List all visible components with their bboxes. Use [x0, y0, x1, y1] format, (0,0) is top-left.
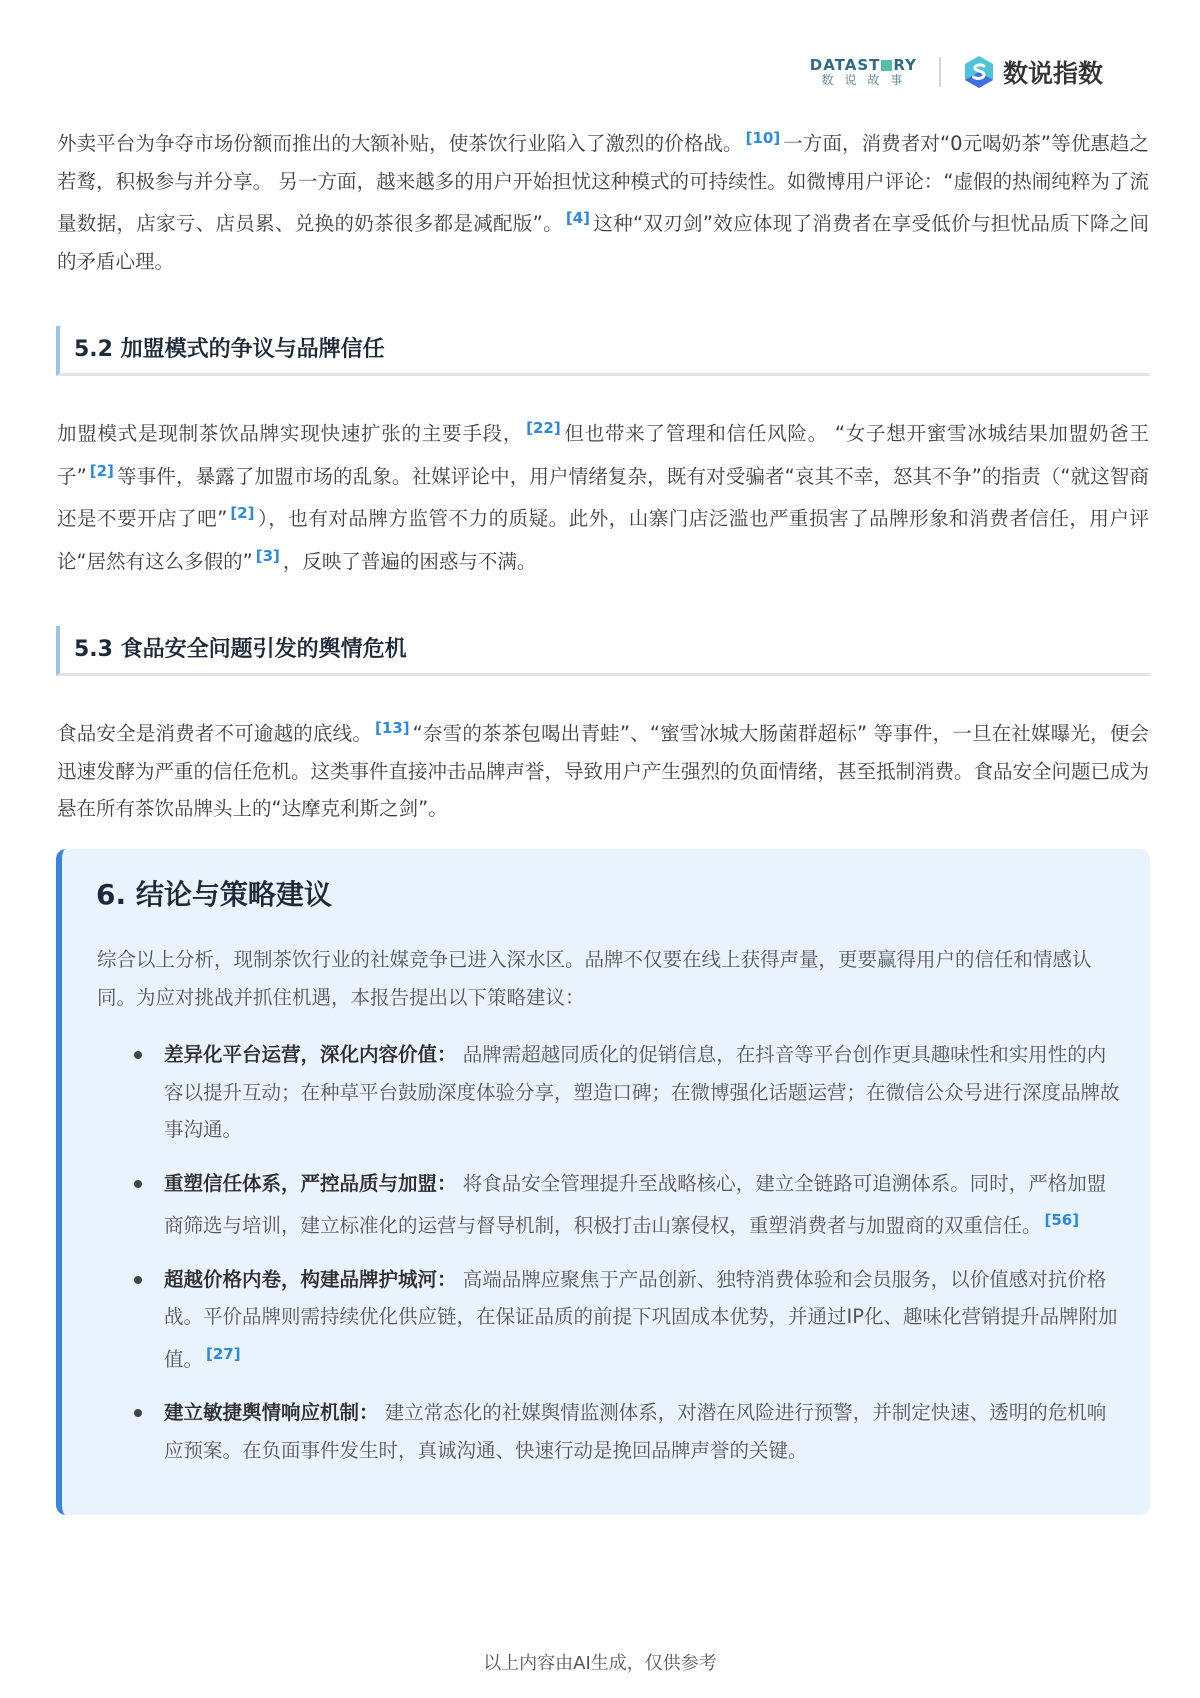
ai-disclaimer: 以上内容由AI生成，仅供参考 — [483, 1653, 717, 1674]
strategy-body: 品牌需超越同质化的促销信息，在抖音等平台创作更具趣味性和实用性的内容以提升互动；在种草平台鼓励深度体验分享，塑造口碑；在微博强化话题运营；在微信公众号进行深度品牌故事沟通。 — [164, 1043, 1120, 1141]
citation-link[interactable]: [56] — [1044, 1211, 1080, 1229]
bullet-icon — [134, 1180, 142, 1188]
strategy-item — [132, 1165, 1122, 1245]
strategy-body: 将食品安全管理提升至战略核心，建立全链路可追溯体系。同时，严格加盟商筛选与培训，建立标准化的运营与督导机制，积极打击山寨侵权，重塑消费者与加盟商的双重信任。 — [164, 1171, 1107, 1237]
datastory-logo-cn: 数说故事 — [821, 73, 914, 87]
citation-link[interactable]: [22] — [526, 419, 561, 437]
citation-link[interactable]: [4] — [565, 209, 591, 227]
conclusion-intro: 综合以上分析，现制茶饮行业的社媒竞争已进入深水区。品牌不仅要在线上获得声量，更要赢得用户的信任和情感认同。为应对挑战并抓住机遇，本报告提出以下策略建议： — [97, 948, 1092, 1009]
citation-link[interactable]: [2] — [230, 504, 255, 522]
section-heading-5-3 — [56, 626, 1150, 676]
section-paragraph: 食品安全是消费者不可逾越的底线。 [13] “奈雪的茶茶包喝出青蛙”、“蜜雪冰城大肠菌群超标” 等事件，一旦在社媒曝光，便会迅速发酵为严重的信任危机。这类事件直接冲击品牌声誉，导致用户产生强烈的负面情绪，甚至抵制消费。食品安全问题已成为悬在所有茶饮品牌头上的“达摩克利斯之剑”。 — [57, 719, 1150, 820]
citation-link[interactable]: [3] — [255, 546, 280, 565]
section-5-2-body — [57, 410, 1149, 580]
section-5-3-body — [57, 710, 1149, 828]
section-paragraph: 加盟模式是现制茶饮品牌实现快速扩张的主要手段， [22] 但也带来了管理和信任风险。 “女子想开蜜雪冰城结果加盟奶爸王子” [2] 等事件，暴露了加盟市场的乱象。社媒评论中，用户情绪复杂，既有对受骗者“哀其不幸，怒其不争”的指责（“就这智商还是不要开店了吧” [2] ），也有对品牌方监管不力的质疑。此外，山寨门店泛滥也严重损害了品牌形象和消费者信任，用户评论“居然有这么多假的” [3] ，反映了普遍的困惑与不满。 — [57, 419, 1150, 573]
brand-s-hexagon-icon — [963, 55, 995, 89]
brand-logo — [963, 54, 1103, 90]
section-heading-5-2 — [56, 326, 1150, 376]
section-title: 5.2 加盟模式的争议与品牌信任 — [74, 337, 385, 362]
datastory-logo-text-tail: RY — [893, 56, 917, 74]
strategy-item — [132, 1036, 1122, 1149]
datastory-logo-square-icon — [881, 60, 892, 71]
datastory-logo-text: DATAST — [809, 56, 881, 74]
datastory-logo — [810, 57, 917, 87]
strategy-title: 超越价格内卷，构建品牌护城河： — [164, 1267, 457, 1291]
bullet-icon — [134, 1276, 142, 1284]
brand-name: 数说指数 — [1002, 59, 1103, 88]
section-title: 5.3 食品安全问题引发的舆情危机 — [74, 637, 407, 662]
strategy-title: 建立敏捷舆情响应机制： — [164, 1401, 379, 1424]
strategy-title: 差异化平台运营，深化内容价值： — [164, 1043, 457, 1066]
citation-link[interactable]: [13] — [375, 719, 410, 737]
strategy-item — [132, 1394, 1122, 1469]
conclusion-callout — [56, 849, 1150, 1515]
page-header — [810, 50, 1103, 94]
citation-link[interactable]: [27] — [206, 1344, 241, 1363]
citation-link[interactable]: [10] — [745, 129, 781, 147]
header-divider — [939, 57, 941, 87]
strategy-item — [132, 1261, 1122, 1379]
bullet-icon — [134, 1409, 142, 1417]
citation-link[interactable]: [2] — [89, 461, 114, 480]
bullet-icon — [134, 1051, 142, 1059]
intro-section — [57, 120, 1149, 280]
strategy-title: 重塑信任体系，严控品质与加盟： — [164, 1171, 457, 1195]
strategy-list — [132, 1036, 1122, 1485]
intro-paragraph: 外卖平台为争夺市场份额而推出的大额补贴，使茶饮行业陷入了激烈的价格战。 [10] 一方面，消费者对“0元喝奶茶”等优惠趋之若鹜，积极参与并分享。 另一方面，越来越多的用户开始担忧这种模式的可持续性。如微博用户评论：“虚假的热闹纯粹为了流量数据，店家亏、店员累、兑换的奶茶很多都是减配版”。 [4] 这种“双刃剑”效应体现了消费者在享受低价与担忧品质下降之间的矛盾心理。 — [57, 129, 1149, 273]
strategy-body: 建立常态化的社媒舆情监测体系，对潜在风险进行预警，并制定快速、透明的危机响应预案。在负面事件发生时，真诚沟通、快速行动是挽回品牌声誉的关键。 — [164, 1401, 1107, 1462]
strategy-body: 高端品牌应聚焦于产品创新、独特消费体验和会员服务，以价值感对抗价格战。平价品牌则需持续优化供应链，在保证品质的前提下巩固成本优势，并通过IP化、趣味化营销提升品牌附加值。 — [164, 1267, 1118, 1371]
conclusion-title: 6. 结论与策略建议 — [96, 878, 332, 911]
